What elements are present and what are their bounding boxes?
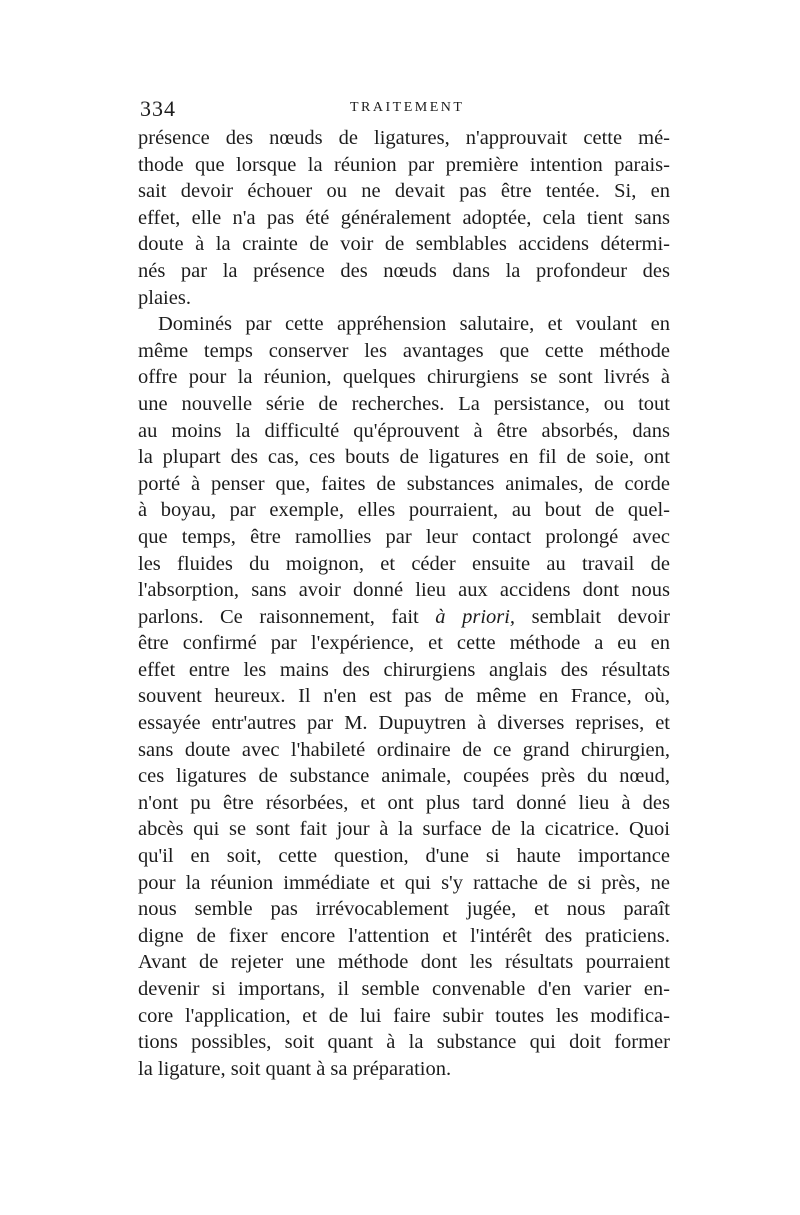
text-line: l'absorption, sans avoir donné lieu aux accidens dont nous <box>138 579 670 602</box>
text-line: offre pour la réunion, quelques chirurgiens se sont livrés à <box>138 366 670 389</box>
text-line: être confirmé par l'expérience, et cette méthode a eu en <box>138 632 670 655</box>
text-line: nés par la présence des nœuds dans la profondeur des <box>138 259 670 282</box>
text-line: n'ont pu être résorbées, et ont plus tard donné lieu à des <box>138 791 670 814</box>
text-line: Avant de rejeter une méthode dont les résultats pourraient <box>138 951 670 974</box>
text-line: à boyau, par exemple, elles pourraient, au bout de quel- <box>138 499 670 522</box>
text-line: présence des nœuds de ligatures, n'approuvait cette mé- <box>138 127 670 149</box>
text-line: même temps conserver les avantages que cette méthode <box>138 339 670 362</box>
text-line: la plupart des cas, ces bouts de ligatures en fil de soie, ont <box>138 446 670 469</box>
text-segment: parlons. Ce raisonnement, fait <box>138 605 419 628</box>
text-line: une nouvelle série de recherches. La persistance, ou tout <box>138 392 670 415</box>
text-line: pour la réunion immédiate et qui s'y rattache de si près, ne <box>138 871 670 894</box>
text-line: tions possibles, soit quant à la substance qui doit former <box>138 1031 670 1054</box>
italic-phrase: à priori, <box>435 605 516 628</box>
text-line: que temps, être ramollies par leur contact prolongé avec <box>138 525 670 548</box>
text-line: la ligature, soit quant à sa préparation. <box>138 1057 452 1080</box>
text-line: qu'il en soit, cette question, d'une si haute importance <box>138 845 670 868</box>
text-line: sait devoir échouer ou ne devait pas être tentée. Si, en <box>138 180 670 203</box>
text-line: nous semble pas irrévocablement jugée, et nous paraît <box>138 898 670 921</box>
text-line: souvent heureux. Il n'en est pas de même en France, où, <box>138 685 670 708</box>
text-line: essayée entr'autres par M. Dupuytren à diverses reprises, et <box>138 712 670 735</box>
text-line: Dominés par cette appréhension salutaire, et voulant en <box>158 313 670 336</box>
text-line: core l'application, et de lui faire subir toutes les modifica- <box>138 1004 670 1027</box>
body-text <box>138 125 670 1082</box>
text-line: abcès qui se sont fait jour à la surface de la cicatrice. Quoi <box>138 818 670 841</box>
text-line-with-italic <box>138 604 670 631</box>
text-line: digne de fixer encore l'attention et l'intérêt des praticiens. <box>138 924 670 947</box>
text-line: plaies. <box>138 286 191 309</box>
text-line: devenir si importans, il semble convenable d'en varier en- <box>138 978 670 1000</box>
text-line: effet entre les mains des chirurgiens anglais des résultats <box>138 658 670 681</box>
text-line: au moins la difficulté qu'éprouvent à être absorbés, dans <box>138 419 670 442</box>
page-number: 334 <box>140 96 176 121</box>
text-line: porté à penser que, faites de substances animales, de corde <box>138 472 670 495</box>
text-line: sans doute avec l'habileté ordinaire de ce grand chirurgien, <box>138 738 670 761</box>
running-title: TRAITEMENT <box>350 100 465 115</box>
text-line: ces ligatures de substance animale, coupées près du nœud, <box>138 765 670 788</box>
text-segment: semblait devoir <box>531 605 670 628</box>
text-line: thode que lorsque la réunion par première intention parais- <box>138 153 670 176</box>
text-line: les fluides du moignon, et céder ensuite au travail de <box>138 552 670 575</box>
running-head <box>140 96 680 126</box>
text-line: doute à la crainte de voir de semblables accidens détermi- <box>138 233 670 256</box>
text-line: effet, elle n'a pas été généralement adoptée, cela tient sans <box>138 206 670 229</box>
